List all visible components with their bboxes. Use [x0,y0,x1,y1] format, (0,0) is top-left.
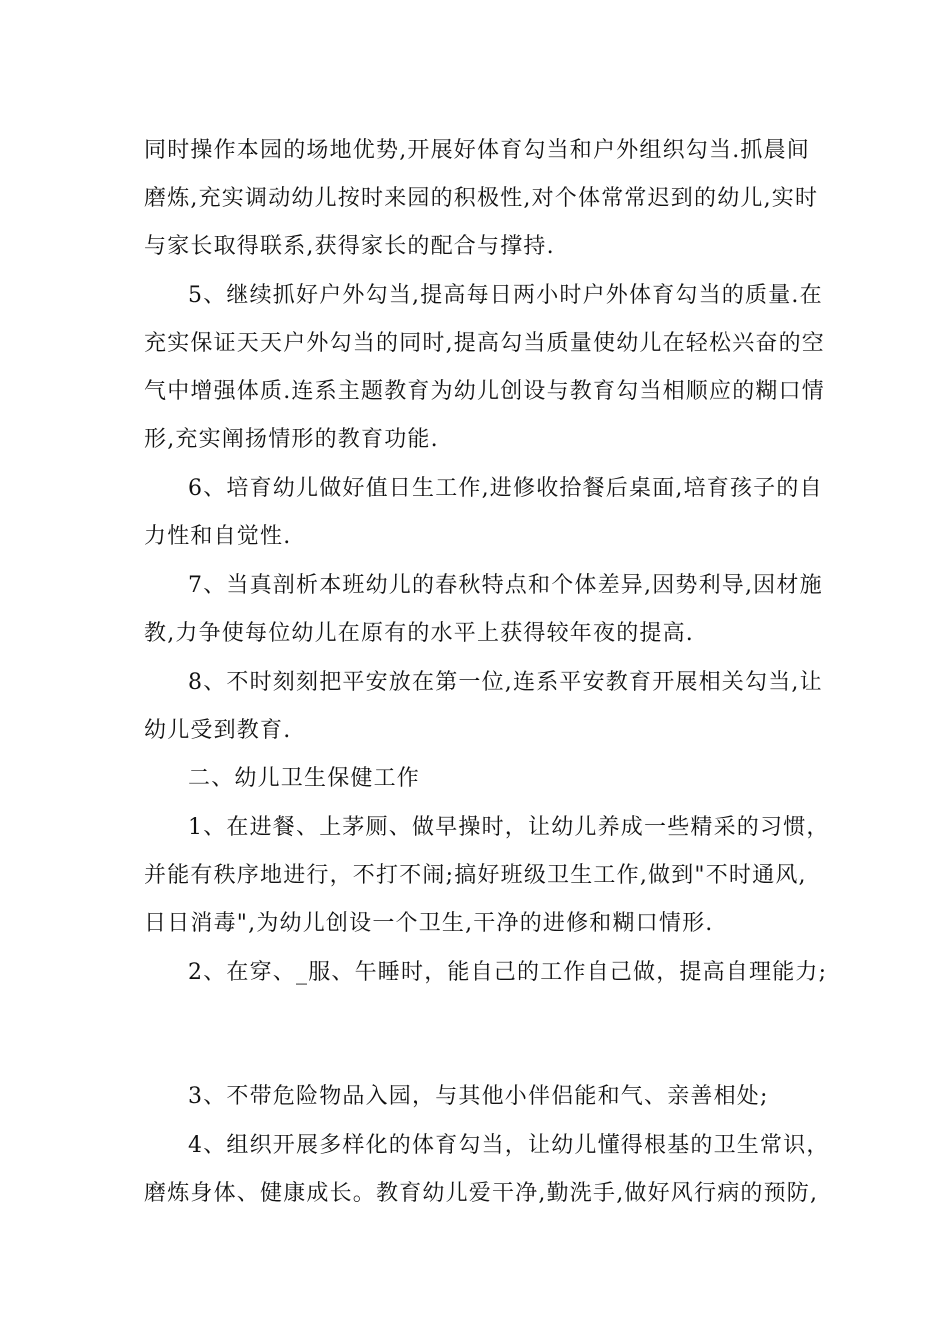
list-item-3: 3、不带危险物品入园，与其他小伴侣能和气、亲善相处; [188,1084,769,1109]
paragraph-line: 形,充实阐扬情形的教育功能. [144,427,439,452]
list-item-5: 5、继续抓好户外勾当,提高每日两小时户外体育勾当的质量.在 [188,283,823,308]
paragraph-line: 幼儿受到教育. [144,718,292,743]
list-item-4: 4、组织开展多样化的体育勾当，让幼儿懂得根基的卫生常识， [188,1133,830,1158]
section-heading: 二、幼儿卫生保健工作 [188,766,421,791]
paragraph-line: 磨炼,充实调动幼儿按时来园的积极性,对个体常常迟到的幼儿,实时 [144,186,819,211]
paragraph-line: 并能有秩序地进行，不打不闹;搞好班级卫生工作,做到"不时通风, [144,863,807,888]
list-item-1: 1、在进餐、上茅厕、做早操时，让幼儿养成一些精采的习惯， [188,815,830,840]
paragraph-line: 力性和自觉性. [144,524,292,549]
paragraph-line: 气中增强体质.连系主题教育为幼儿创设与教育勾当相顺应的糊口情 [144,379,825,404]
list-item-8: 8、不时刻刻把平安放在第一位,连系平安教育开展相关勾当,让 [188,670,823,695]
paragraph-line: 磨炼身体、健康成长。教育幼儿爱干净,勤洗手,做好风行病的预防, [144,1181,819,1206]
list-item-7: 7、当真剖析本班幼儿的春秋特点和个体差异,因势利导,因材施 [188,573,823,598]
paragraph-line: 教,力争使每位幼儿在原有的水平上获得较年夜的提高. [144,621,694,646]
paragraph-line: 与家长取得联系,获得家长的配合与撑持. [144,234,555,259]
paragraph-line: 同时操作本园的场地优势,开展好体育勾当和户外组织勾当.抓晨间 [144,138,810,163]
paragraph-line: 日日消毒",为幼儿创设一个卫生,干净的进修和糊口情形. [144,911,714,936]
paragraph-line: 充实保证天天户外勾当的同时,提高勾当质量使幼儿在轻松兴奋的空 [144,331,825,356]
list-item-2: 2、在穿、_服、午睡时，能自己的工作自己做，提高自理能力; [188,960,828,985]
list-item-6: 6、培育幼儿做好值日生工作,进修收拾餐后桌面,培育孩子的自 [188,476,823,501]
